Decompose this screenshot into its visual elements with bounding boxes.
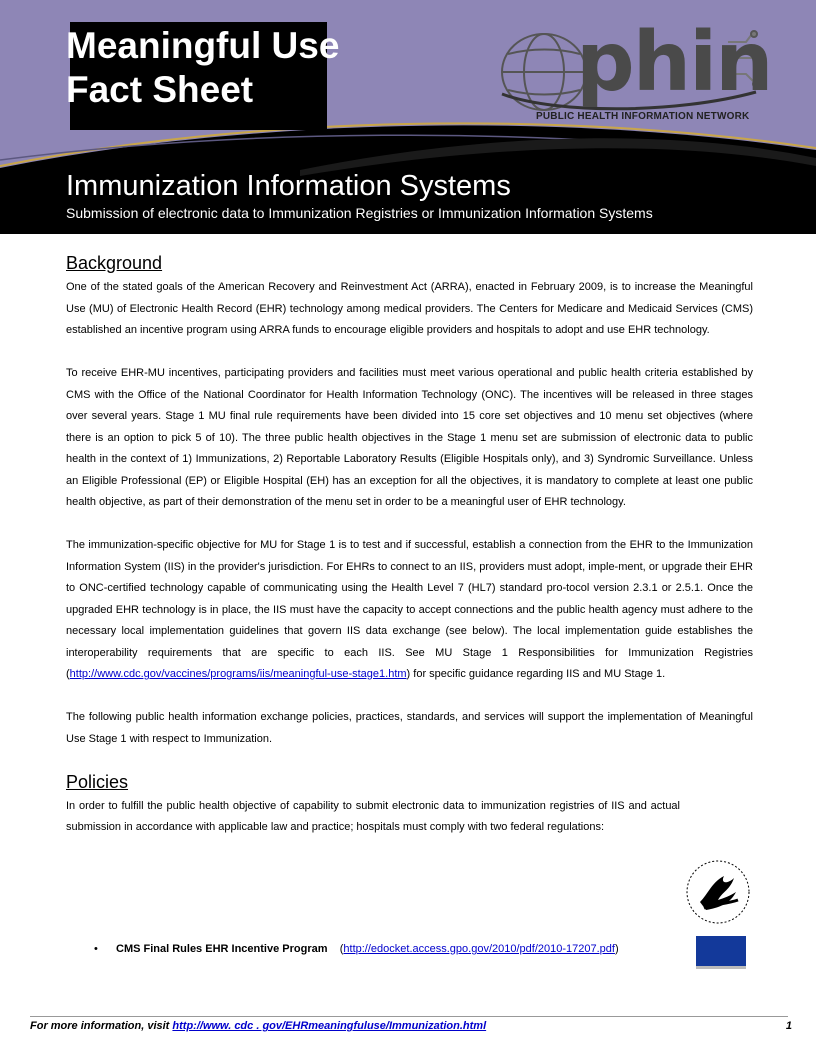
- phin-logo-text: phin: [576, 15, 772, 110]
- header-banner: [0, 0, 816, 234]
- bullet-label: CMS Final Rules EHR Incentive Program: [116, 943, 328, 955]
- bullet-marker: •: [94, 943, 98, 955]
- phin-logo-tagline: PUBLIC HEALTH INFORMATION NETWORK: [536, 111, 750, 122]
- system-title: Immunization Information Systems: [66, 170, 511, 202]
- page-number: 1: [785, 1020, 792, 1032]
- bullet-close-paren: ): [614, 943, 619, 955]
- paragraph-3-tail: ) for specific guidance regarding IIS and MU Stage 1.: [406, 668, 666, 680]
- background-paragraph-3: [66, 535, 753, 686]
- footer-prefix: For more information, visit: [30, 1020, 173, 1032]
- policy-bullet-item: [94, 940, 619, 958]
- system-subtitle: Submission of electronic data to Immunization Registries or Immunization Information Systems: [66, 205, 653, 221]
- footer: [30, 1020, 792, 1032]
- iis-guidance-link[interactable]: http://www.cdc.gov/vaccines/programs/iis/meaningful-use-stage1.htm: [69, 668, 407, 680]
- main-content: [66, 252, 753, 860]
- flag-caption: [696, 966, 746, 969]
- policies-heading: Policies: [66, 771, 129, 792]
- background-paragraph-2: To receive EHR-MU incentives, participating providers and facilities must meet various operational and public health criteria established by CMS with the Office of the National Coordinator for Health Information Technology (ONC). The incentives will be released in three stages over several years. Stage 1 MU final rule requirements have been divided into 15 core set objectives and 10 menu set objectives (where there is an option to pick 5 of 10). The three public health objectives in the Stage 1 menu set are submission of electronic data to public health in the context of 1) Immunizations, 2) Reportable Laboratory Results (Eligible Hospitals only), and 3) Syndromic Surveillance. Unless an Eligible Professional (EP) or Eligible Hospital (EH) has an exception for all the objectives, it is mandatory to complete at least one public health objective, as part of their demonstration of the menu set in order to be a meaningful user of EHR technology.: [66, 367, 753, 508]
- background-paragraph-4: The following public health information exchange policies, practices, standards, and services will support the implementation of Meaningful Use Stage 1 with respect to Immunization.: [66, 711, 753, 745]
- title-line-1: Meaningful Use: [66, 25, 340, 66]
- cms-final-rule-link[interactable]: http://edocket.access.gpo.gov/2010/pdf/2010-17207.pdf: [343, 943, 615, 955]
- paragraph-3-text: The immunization-specific objective for MU for Stage 1 is to test and if successful, establish a connection from the EHR to the Immunization Information System (IIS) in the provider's jurisdiction. For EHRs to connect to an IIS, providers must adopt, imple-ment, or upgrade their EHR to ONC-certified technology capable of communicating using the Health Level 7 (HL7) standard pro-tocol version 2.3.1 or 2.5.1. Once the upgraded EHR technology is in place, the IIS must have the capacity to accept connections and the public health agency must adhere to the necessary local implementation guidelines that govern IIS data exchange (see below). The local implementation guide establishes the interoperability requirements that are specific to each IIS. See MU Stage 1 Responsibilities for Immunization Registries (: [66, 539, 753, 680]
- hhs-seal-icon: [684, 858, 752, 926]
- background-heading: Background: [66, 253, 163, 273]
- background-paragraph-1: One of the stated goals of the American Recovery and Reinvestment Act (ARRA), enacted in February 2009, is to increase the Meaningful Use (MU) of Electronic Health Record (EHR) technology among medical providers. The Centers for Medicare and Medicaid Services (CMS) established an incentive program using ARRA funds to encourage eligible providers and hospitals to adopt and use EHR technology.: [66, 281, 753, 336]
- footer-link[interactable]: http://www. cdc . gov/EHRmeaningfuluse/Immunization.html: [172, 1020, 487, 1032]
- bullet-open-paren: (: [339, 943, 344, 955]
- title-line-2: Fact Sheet: [66, 69, 254, 110]
- footer-divider: [30, 1016, 788, 1017]
- page-title: [66, 24, 339, 112]
- policies-paragraph: In order to fulfill the public health objective of capability to submit electronic data to immunization registries of IIS and actual submission in accordance with applicable law and practice; hospitals must comply with two federal regulations:: [66, 799, 680, 833]
- eu-flag-icon: [696, 936, 746, 966]
